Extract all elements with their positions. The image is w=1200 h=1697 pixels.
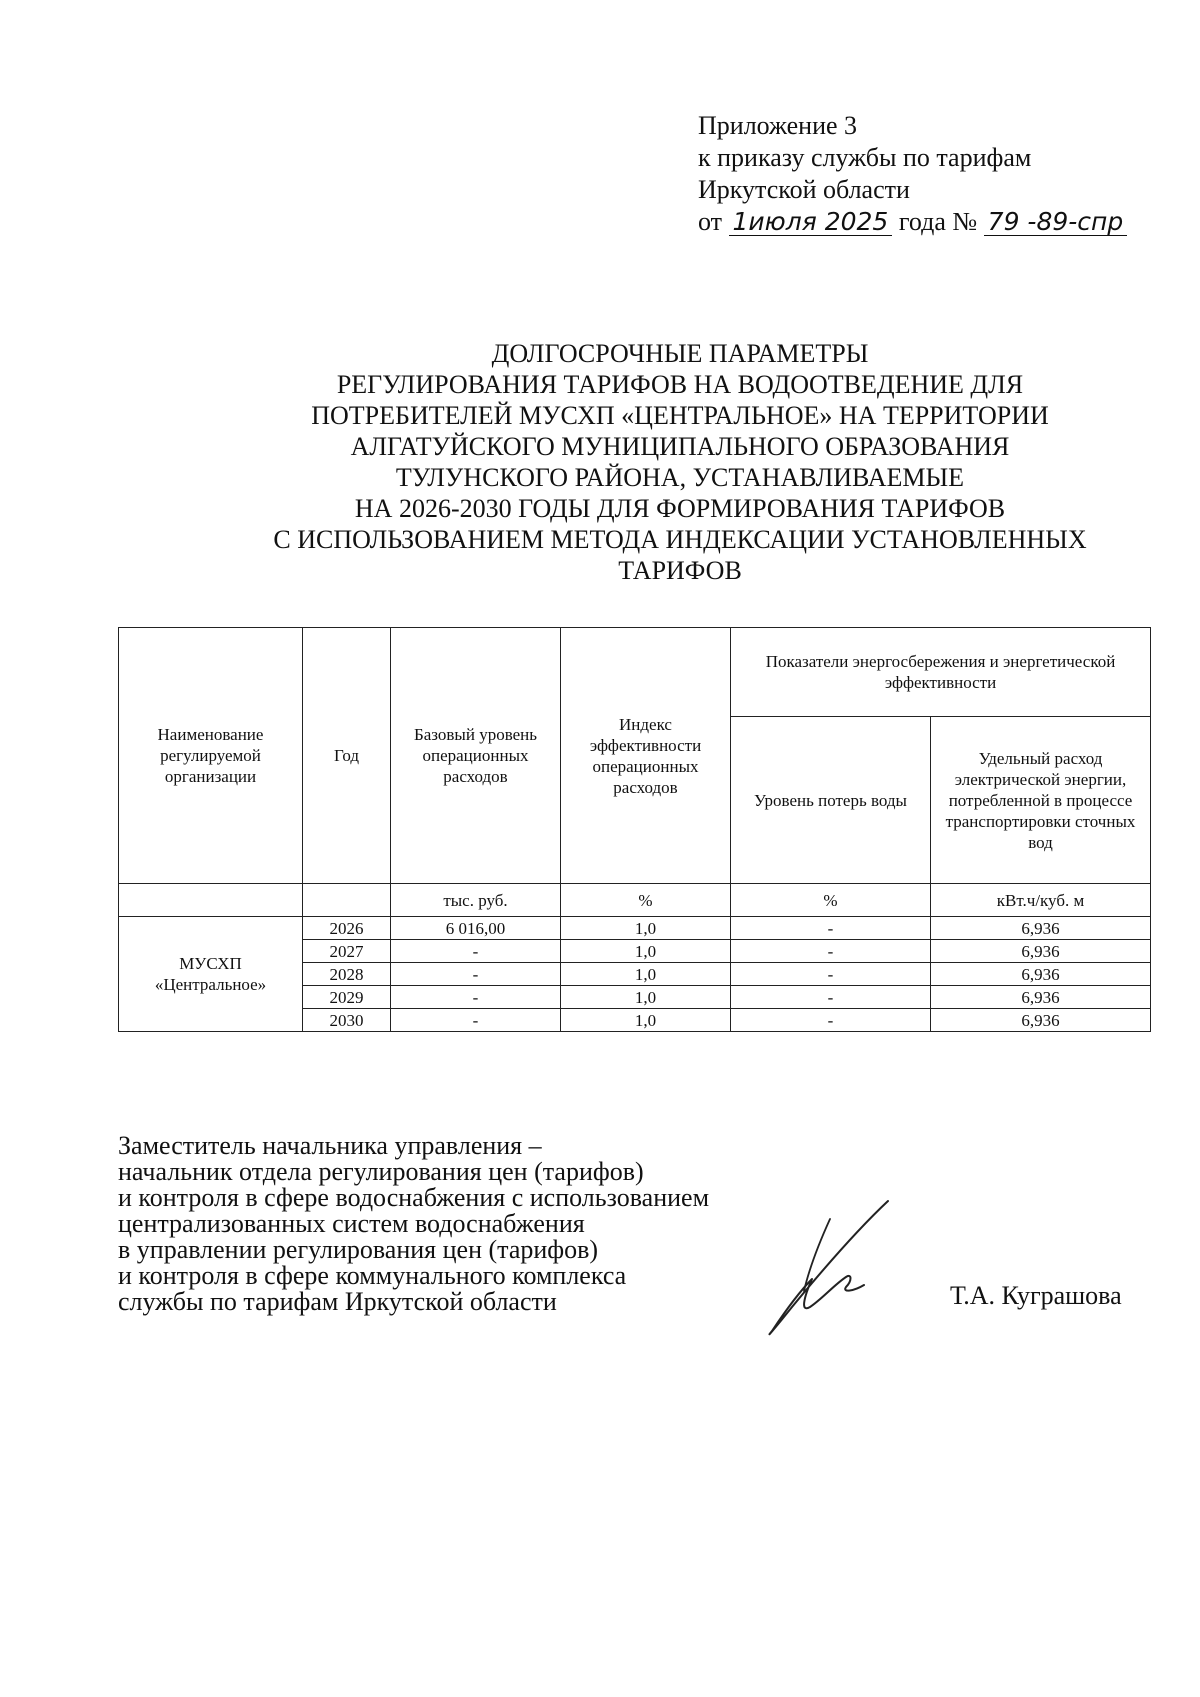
organization-name-cell bbox=[119, 917, 303, 1032]
header-efficiency-index: Индекс эффективности операционных расходов bbox=[561, 628, 731, 884]
title-line: АЛГАТУЙСКОГО МУНИЦИПАЛЬНОГО ОБРАЗОВАНИЯ bbox=[350, 432, 1010, 461]
base-level-cell: - bbox=[391, 963, 561, 986]
efficiency-index-cell: 1,0 bbox=[561, 986, 731, 1009]
appendix-order-line: к приказу службы по тарифам bbox=[698, 143, 1032, 172]
position-line: Заместитель начальника управления – bbox=[118, 1131, 542, 1160]
appendix-header bbox=[698, 110, 1127, 238]
title-line: ТАРИФОВ bbox=[618, 556, 742, 585]
appendix-date-line bbox=[698, 206, 1127, 238]
signatory-position bbox=[118, 1133, 709, 1315]
electricity-cell: 6,936 bbox=[931, 917, 1151, 940]
appendix-region-line: Иркутской области bbox=[698, 175, 910, 204]
handwritten-order-number: 79 -89-спр bbox=[984, 209, 1128, 236]
document-title bbox=[220, 338, 1140, 586]
electricity-cell: 6,936 bbox=[931, 986, 1151, 1009]
efficiency-index-cell: 1,0 bbox=[561, 963, 731, 986]
header-base-level: Базовый уровень операционных расходов bbox=[391, 628, 561, 884]
units-row bbox=[119, 884, 1151, 917]
water-losses-cell: - bbox=[731, 940, 931, 963]
position-line: в управлении регулирования цен (тарифов) bbox=[118, 1235, 599, 1264]
signatory-name: Т.А. Куграшова bbox=[950, 1281, 1122, 1310]
year-cell: 2026 bbox=[303, 917, 391, 940]
base-level-cell: - bbox=[391, 940, 561, 963]
water-losses-cell: - bbox=[731, 963, 931, 986]
header-row bbox=[119, 628, 1151, 717]
electricity-cell: 6,936 bbox=[931, 1009, 1151, 1032]
position-line: службы по тарифам Иркутской области bbox=[118, 1287, 557, 1316]
organization-name: МУСХП bbox=[179, 954, 242, 973]
year-cell: 2030 bbox=[303, 1009, 391, 1032]
handwritten-signature bbox=[760, 1195, 900, 1345]
position-line: начальник отдела регулирования цен (тарифов) bbox=[118, 1157, 644, 1186]
year-word: года № bbox=[898, 207, 978, 236]
position-line: и контроля в сфере коммунального комплекса bbox=[118, 1261, 627, 1290]
unit-efficiency-index: % bbox=[561, 884, 731, 917]
year-cell: 2029 bbox=[303, 986, 391, 1009]
position-line: централизованных систем водоснабжения bbox=[118, 1209, 585, 1238]
year-cell: 2027 bbox=[303, 940, 391, 963]
title-line: ПОТРЕБИТЕЛЕЙ МУСХП «ЦЕНТРАЛЬНОЕ» НА ТЕРРИТОРИИ bbox=[311, 401, 1049, 430]
year-cell: 2028 bbox=[303, 963, 391, 986]
header-year: Год bbox=[303, 628, 391, 884]
parameters-table bbox=[118, 627, 1151, 1032]
units-empty-cell bbox=[303, 884, 391, 917]
unit-water-losses: % bbox=[731, 884, 931, 917]
date-prefix: от bbox=[698, 207, 723, 236]
water-losses-cell: - bbox=[731, 917, 931, 940]
water-losses-cell: - bbox=[731, 1009, 931, 1032]
header-water-losses: Уровень потерь воды bbox=[731, 717, 931, 884]
efficiency-index-cell: 1,0 bbox=[561, 940, 731, 963]
efficiency-index-cell: 1,0 bbox=[561, 1009, 731, 1032]
appendix-number: Приложение 3 bbox=[698, 111, 858, 140]
base-level-cell: - bbox=[391, 986, 561, 1009]
header-electricity-consumption: Удельный расход электрической энергии, потребленной в процессе транспортировки сточных вод bbox=[931, 717, 1151, 884]
water-losses-cell: - bbox=[731, 986, 931, 1009]
unit-base-level: тыс. руб. bbox=[391, 884, 561, 917]
title-line: РЕГУЛИРОВАНИЯ ТАРИФОВ НА ВОДООТВЕДЕНИЕ ДЛЯ bbox=[336, 370, 1024, 399]
table-row bbox=[119, 917, 1151, 940]
unit-electricity: кВт.ч/куб. м bbox=[931, 884, 1151, 917]
title-line: НА 2026-2030 ГОДЫ ДЛЯ ФОРМИРОВАНИЯ ТАРИФОВ bbox=[354, 494, 1006, 523]
handwritten-date: 1июля 2025 bbox=[729, 209, 893, 236]
header-energy-indicators: Показатели энергосбережения и энергетической эффективности bbox=[731, 628, 1151, 717]
title-line: ДОЛГОСРОЧНЫЕ ПАРАМЕТРЫ bbox=[491, 339, 869, 368]
title-line: ТУЛУНСКОГО РАЙОНА, УСТАНАВЛИВАЕМЫЕ bbox=[395, 463, 965, 492]
electricity-cell: 6,936 bbox=[931, 940, 1151, 963]
position-line: и контроля в сфере водоснабжения с использованием bbox=[118, 1183, 710, 1212]
base-level-cell: - bbox=[391, 1009, 561, 1032]
organization-name: «Центральное» bbox=[154, 975, 267, 994]
header-organization: Наименование регулируемой организации bbox=[119, 628, 303, 884]
efficiency-index-cell: 1,0 bbox=[561, 917, 731, 940]
units-empty-cell bbox=[119, 884, 303, 917]
electricity-cell: 6,936 bbox=[931, 963, 1151, 986]
base-level-cell: 6 016,00 bbox=[391, 917, 561, 940]
title-line: С ИСПОЛЬЗОВАНИЕМ МЕТОДА ИНДЕКСАЦИИ УСТАНОВЛЕННЫХ bbox=[273, 525, 1087, 554]
